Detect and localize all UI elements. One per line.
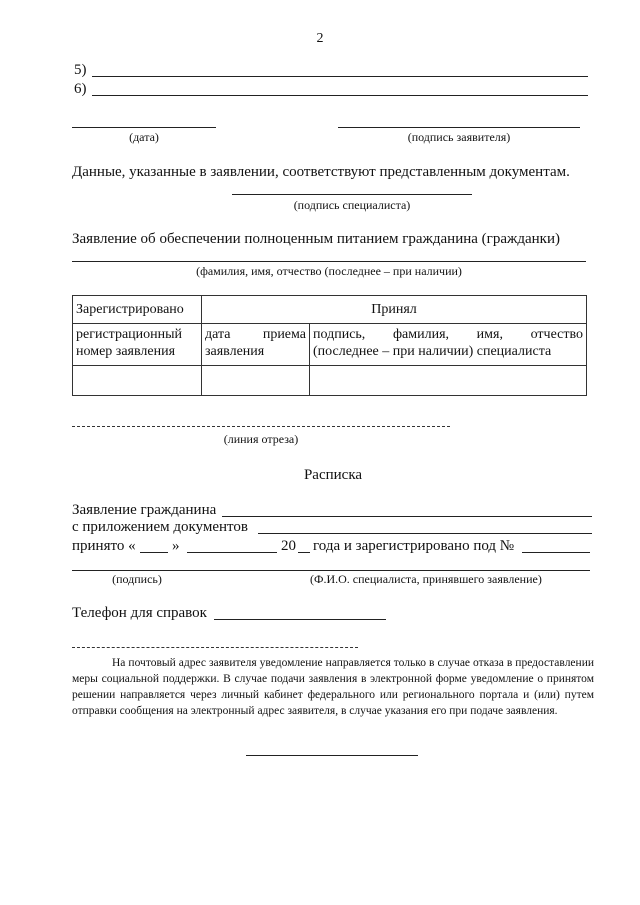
item-number: 5): [74, 62, 87, 78]
receipt-day-field[interactable]: [140, 552, 168, 553]
receipt-date-header-line2: заявления: [205, 344, 265, 359]
receipt-applicant-label: Заявление гражданина: [72, 502, 217, 518]
item-6-field[interactable]: [92, 95, 588, 96]
item-5-field[interactable]: [92, 76, 588, 77]
phone-field[interactable]: [214, 619, 386, 620]
reg-number-header-line1: регистрационный: [76, 327, 183, 342]
receipt-attachments-label: с приложением документов: [72, 519, 248, 535]
specialist-header: [310, 324, 587, 366]
date-field[interactable]: [72, 127, 216, 128]
registration-table: [72, 295, 587, 396]
registered-header: [73, 296, 202, 324]
applicant-signature-caption: (подпись заявителя): [407, 130, 511, 144]
receipt-date-header-line1: дата приема: [205, 327, 306, 342]
specialist-header-line2: (последнее – при наличии) специалиста: [313, 344, 552, 359]
fio-caption: (фамилия, имя, отчество (последнее – при наличии): [196, 264, 462, 278]
page-number: 2: [316, 31, 324, 46]
receipt-applicant-field[interactable]: [222, 516, 592, 517]
receipt-date-cell[interactable]: [202, 366, 310, 396]
end-line: [246, 755, 418, 756]
receipt-accepted-label: принято «: [72, 538, 136, 554]
receipt-number-field[interactable]: [522, 552, 590, 553]
applicant-signature-field[interactable]: [338, 127, 580, 128]
receipt-year-field[interactable]: [298, 552, 310, 553]
receipt-month-field[interactable]: [187, 552, 277, 553]
specialist-signature-field[interactable]: [232, 194, 472, 195]
reg-number-header-line2: номер заявления: [76, 344, 176, 359]
confirmation-text: Данные, указанные в заявлении, соответствуют представленным документам.: [72, 164, 570, 180]
date-caption: (дата): [129, 130, 159, 144]
receipt-attachments-field[interactable]: [258, 533, 592, 534]
specialist-header-line1: подпись, фамилия, имя, отчество: [313, 327, 583, 342]
receipt-signature-line[interactable]: [72, 570, 590, 571]
citizen-name-field[interactable]: [72, 261, 586, 262]
receipt-date-header: [202, 324, 310, 366]
signature-caption: (подпись): [112, 572, 162, 586]
receipt-title: Расписка: [303, 467, 363, 483]
receipt-registered-label: года и зарегистрировано под №: [313, 538, 515, 554]
accepted-header-label: Принял: [371, 302, 417, 317]
accepted-header: [202, 296, 587, 324]
receipt-quote-close: »: [172, 538, 180, 554]
footnote-separator: [72, 647, 358, 648]
specialist-fio-caption: (Ф.И.О. специалиста, принявшего заявление): [310, 572, 542, 586]
specialist-cell[interactable]: [310, 366, 587, 396]
receipt-century: 20: [281, 538, 296, 554]
footnote: [72, 655, 594, 719]
reg-number-header: [73, 324, 202, 366]
cut-line: [72, 426, 450, 427]
footnote-text: На почтовый адрес заявителя уведомление направляется только в случае отказа в предоставлении меры социальной поддержки. В случае подачи заявления в электронной форме уведомление о принятом решении направляется через личный кабинет федерального или регионального портала и (или) путем отправки сообщения на электронный адрес заявителя, в случае указания его при подаче заявления.: [72, 657, 594, 717]
phone-label: Телефон для справок: [72, 605, 207, 621]
statement-title: Заявление об обеспечении полноценным питанием гражданина (гражданки): [72, 231, 560, 247]
specialist-signature-caption: (подпись специалиста): [293, 198, 411, 212]
reg-number-cell[interactable]: [73, 366, 202, 396]
cut-line-caption: (линия отреза): [223, 432, 299, 446]
item-number: 6): [74, 81, 87, 97]
registered-header-label: Зарегистрировано: [76, 302, 184, 317]
